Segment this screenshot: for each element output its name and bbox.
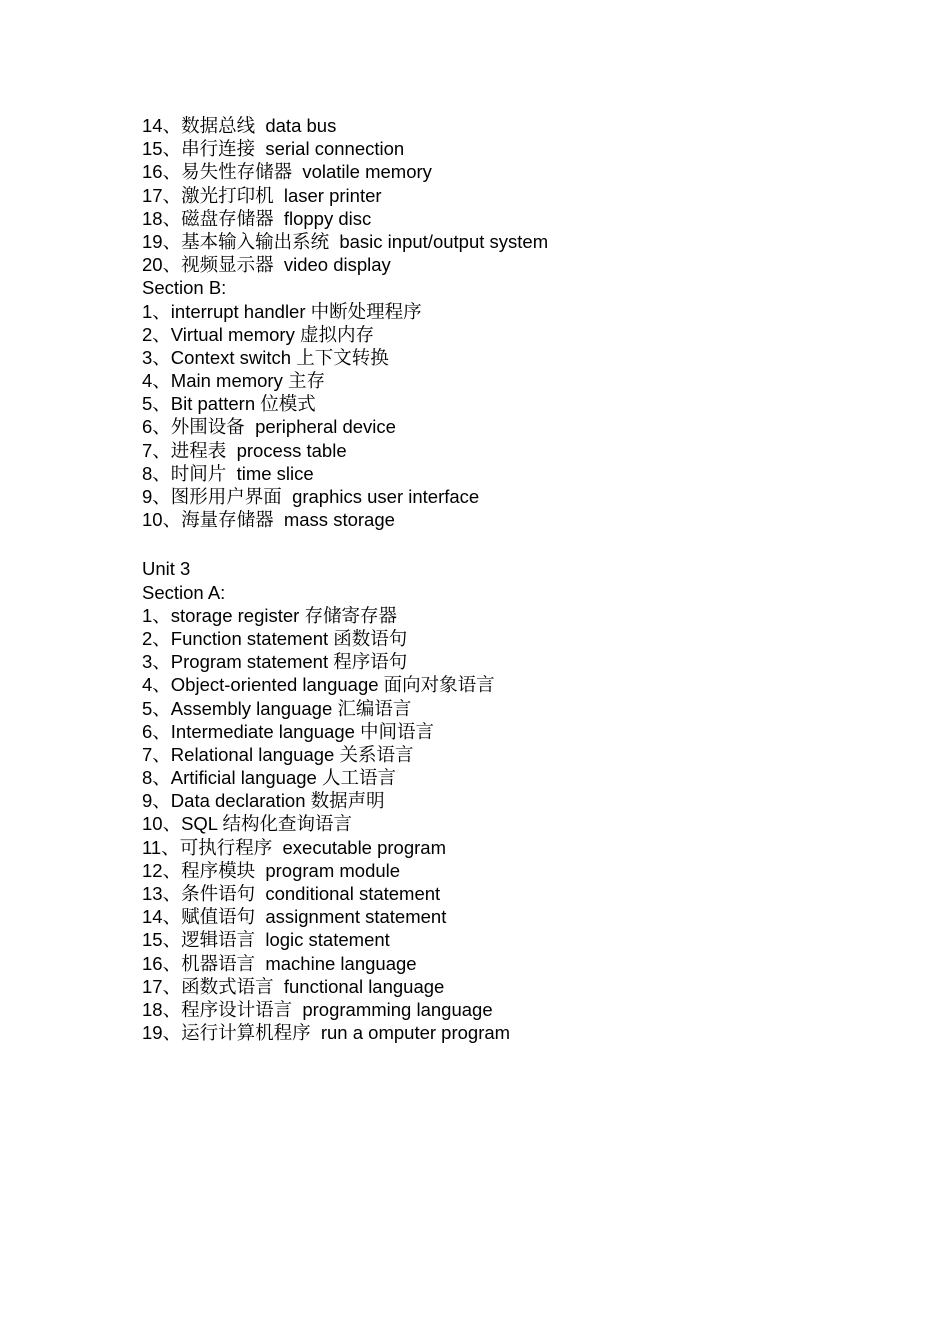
text-line: 1、interrupt handler 中断处理程序 <box>142 300 422 322</box>
text-line: 2、Function statement 函数语句 <box>142 627 408 649</box>
text-line: 5、Bit pattern 位模式 <box>142 393 316 415</box>
text-line: 10、海量存储器 mass storage <box>142 509 395 531</box>
text-line: 12、程序模块 program module <box>142 859 401 881</box>
text-line: 4、Object-oriented language 面向对象语言 <box>142 674 495 696</box>
text-line: 16、易失性存储器 volatile memory <box>142 161 432 183</box>
text-line: 14、数据总线 data bus <box>142 115 337 136</box>
text-line: Section B: <box>142 277 227 299</box>
blank-line <box>142 531 902 557</box>
text-line: 16、机器语言 machine language <box>142 952 417 974</box>
text-line: 8、时间片 time slice <box>142 462 314 484</box>
text-line: 15、逻辑语言 logic statement <box>142 929 390 951</box>
text-line: Section A: <box>142 581 226 603</box>
text-line: 11、可执行程序 executable program <box>142 836 446 858</box>
text-line: 15、串行连接 serial connection <box>142 138 405 160</box>
text-line: 20、视频显示器 video display <box>142 254 391 276</box>
text-line: 13、条件语句 conditional statement <box>142 883 441 904</box>
text-line: 9、图形用户界面 graphics user interface <box>142 486 480 507</box>
text-line: Unit 3 <box>142 558 191 580</box>
document-content <box>142 114 902 1044</box>
vocabulary-block-b <box>142 557 902 1044</box>
text-line: 2、Virtual memory 虚拟内存 <box>142 323 374 345</box>
text-line: 17、激光打印机 laser printer <box>142 184 382 206</box>
text-line: 6、Intermediate language 中间语言 <box>142 720 435 742</box>
text-line: 10、SQL 结构化查询语言 <box>142 813 353 835</box>
text-line: 1、storage register 存储寄存器 <box>142 604 397 626</box>
text-line: 7、Relational language 关系语言 <box>142 743 414 765</box>
text-line: 14、赋值语句 assignment statement <box>142 906 447 928</box>
vocabulary-block-a <box>142 114 902 531</box>
text-line: 8、Artificial language 人工语言 <box>142 767 396 789</box>
text-line: 9、Data declaration 数据声明 <box>142 790 385 812</box>
text-line: 18、磁盘存储器 floppy disc <box>142 207 372 229</box>
text-line: 5、Assembly language 汇编语言 <box>142 697 412 719</box>
text-line: 4、Main memory 主存 <box>142 370 325 392</box>
text-line: 19、运行计算机程序 run a omputer program <box>142 1022 511 1044</box>
text-line: 18、程序设计语言 programming language <box>142 998 493 1020</box>
text-line: 3、Program statement 程序语句 <box>142 651 408 673</box>
text-line: 3、Context switch 上下文转换 <box>142 346 389 368</box>
text-line: 19、基本输入输出系统 basic input/output system <box>142 230 549 252</box>
text-line: 7、进程表 process table <box>142 439 347 461</box>
text-line: 17、函数式语言 functional language <box>142 975 445 997</box>
text-line: 6、外围设备 peripheral device <box>142 416 396 438</box>
